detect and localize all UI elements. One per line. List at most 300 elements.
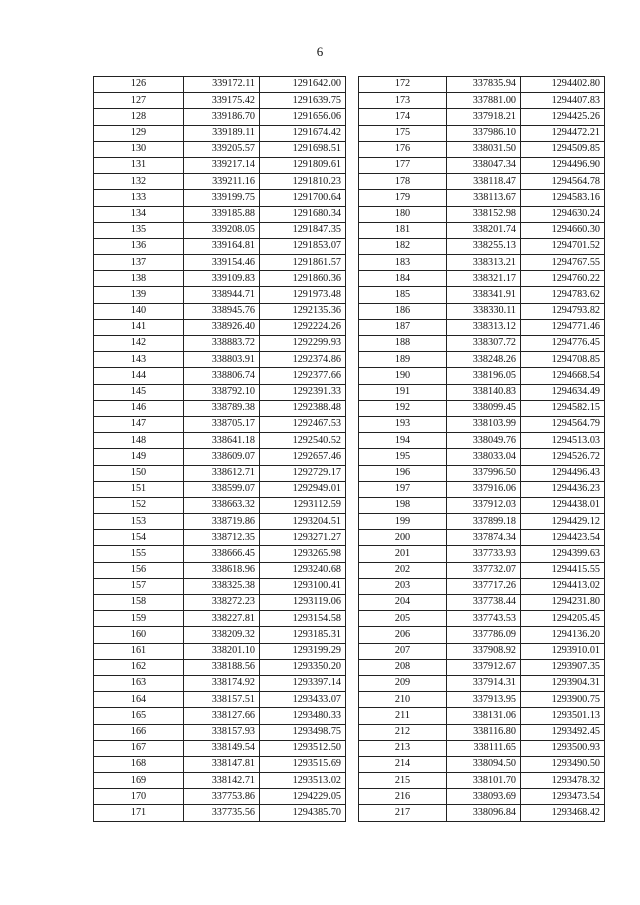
table-row: [94, 336, 346, 352]
x-coordinate-cell: 338049.76: [447, 433, 521, 449]
y-coordinate-cell: 1294496.43: [521, 465, 605, 481]
y-coordinate-cell: 1292949.01: [260, 481, 346, 497]
x-coordinate-cell: 338094.50: [447, 756, 521, 772]
point-number-cell: 204: [359, 595, 447, 611]
point-number-cell: 129: [94, 125, 184, 141]
y-coordinate-cell: 1291639.75: [260, 93, 346, 109]
table-row: [359, 255, 605, 271]
point-number-cell: 134: [94, 206, 184, 222]
point-number-cell: 171: [94, 805, 184, 821]
table-row: [94, 77, 346, 93]
table-row: [359, 740, 605, 756]
x-coordinate-cell: 338618.96: [184, 562, 260, 578]
x-coordinate-cell: 337912.67: [447, 659, 521, 675]
point-number-cell: 126: [94, 77, 184, 93]
x-coordinate-cell: 337996.50: [447, 465, 521, 481]
point-number-cell: 157: [94, 578, 184, 594]
table-row: [359, 546, 605, 562]
point-number-cell: 136: [94, 238, 184, 254]
y-coordinate-cell: 1294496.90: [521, 157, 605, 173]
point-number-cell: 205: [359, 611, 447, 627]
x-coordinate-cell: 338255.13: [447, 238, 521, 254]
point-number-cell: 132: [94, 174, 184, 190]
y-coordinate-cell: 1294513.03: [521, 433, 605, 449]
point-number-cell: 142: [94, 336, 184, 352]
table-row: [94, 368, 346, 384]
y-coordinate-cell: 1291809.61: [260, 157, 346, 173]
y-coordinate-cell: 1292467.53: [260, 416, 346, 432]
y-coordinate-cell: 1293513.02: [260, 773, 346, 789]
point-number-cell: 168: [94, 756, 184, 772]
y-coordinate-cell: 1294793.82: [521, 303, 605, 319]
y-coordinate-cell: 1294407.83: [521, 93, 605, 109]
point-number-cell: 147: [94, 416, 184, 432]
table-row: [359, 109, 605, 125]
table-row: [359, 93, 605, 109]
table-row: [94, 595, 346, 611]
table-row: [94, 352, 346, 368]
x-coordinate-cell: 338599.07: [184, 481, 260, 497]
table-row: [94, 416, 346, 432]
x-coordinate-cell: 338118.47: [447, 174, 521, 190]
y-coordinate-cell: 1294229.05: [260, 789, 346, 805]
table-row: [359, 141, 605, 157]
x-coordinate-cell: 339208.05: [184, 222, 260, 238]
y-coordinate-cell: 1293240.68: [260, 562, 346, 578]
x-coordinate-cell: 338719.86: [184, 514, 260, 530]
x-coordinate-cell: 338883.72: [184, 336, 260, 352]
point-number-cell: 169: [94, 773, 184, 789]
y-coordinate-cell: 1294429.12: [521, 514, 605, 530]
x-coordinate-cell: 338663.32: [184, 497, 260, 513]
y-coordinate-cell: 1293112.59: [260, 497, 346, 513]
point-number-cell: 154: [94, 530, 184, 546]
x-coordinate-cell: 337908.92: [447, 643, 521, 659]
table-row: [94, 514, 346, 530]
y-coordinate-cell: 1294630.24: [521, 206, 605, 222]
table-row: [359, 562, 605, 578]
point-number-cell: 149: [94, 449, 184, 465]
y-coordinate-cell: 1293478.32: [521, 773, 605, 789]
x-coordinate-cell: 337899.18: [447, 514, 521, 530]
x-coordinate-cell: 337732.07: [447, 562, 521, 578]
y-coordinate-cell: 1291860.36: [260, 271, 346, 287]
table-row: [94, 319, 346, 335]
table-row: [359, 384, 605, 400]
y-coordinate-cell: 1292729.17: [260, 465, 346, 481]
x-coordinate-cell: 338341.91: [447, 287, 521, 303]
x-coordinate-cell: 338149.54: [184, 740, 260, 756]
point-number-cell: 202: [359, 562, 447, 578]
table-row: [94, 530, 346, 546]
x-coordinate-cell: 339211.16: [184, 174, 260, 190]
x-coordinate-cell: 338111.65: [447, 740, 521, 756]
point-number-cell: 140: [94, 303, 184, 319]
x-coordinate-cell: 337717.26: [447, 578, 521, 594]
point-number-cell: 198: [359, 497, 447, 513]
y-coordinate-cell: 1293907.35: [521, 659, 605, 675]
table-row: [94, 578, 346, 594]
table-row: [94, 692, 346, 708]
x-coordinate-cell: 339164.81: [184, 238, 260, 254]
x-coordinate-cell: 338609.07: [184, 449, 260, 465]
y-coordinate-cell: 1294399.63: [521, 546, 605, 562]
table-row: [94, 174, 346, 190]
table-row: [359, 692, 605, 708]
y-coordinate-cell: 1294385.70: [260, 805, 346, 821]
x-coordinate-cell: 337738.44: [447, 595, 521, 611]
x-coordinate-cell: 338131.06: [447, 708, 521, 724]
point-number-cell: 141: [94, 319, 184, 335]
point-number-cell: 203: [359, 578, 447, 594]
table-row: [94, 238, 346, 254]
x-coordinate-cell: 338140.83: [447, 384, 521, 400]
table-row: [94, 271, 346, 287]
point-number-cell: 172: [359, 77, 447, 93]
y-coordinate-cell: 1293900.75: [521, 692, 605, 708]
y-coordinate-cell: 1292374.86: [260, 352, 346, 368]
y-coordinate-cell: 1294136.20: [521, 627, 605, 643]
table-row: [94, 805, 346, 821]
point-number-cell: 160: [94, 627, 184, 643]
y-coordinate-cell: 1291861.57: [260, 255, 346, 271]
y-coordinate-cell: 1293397.14: [260, 675, 346, 691]
y-coordinate-cell: 1293512.50: [260, 740, 346, 756]
point-number-cell: 187: [359, 319, 447, 335]
y-coordinate-cell: 1293501.13: [521, 708, 605, 724]
y-coordinate-cell: 1294582.15: [521, 400, 605, 416]
point-number-cell: 155: [94, 546, 184, 562]
table-row: [359, 789, 605, 805]
table-row: [359, 595, 605, 611]
x-coordinate-cell: 338096.84: [447, 805, 521, 821]
y-coordinate-cell: 1292135.36: [260, 303, 346, 319]
table-row: [359, 611, 605, 627]
x-coordinate-cell: 338113.67: [447, 190, 521, 206]
y-coordinate-cell: 1294472.21: [521, 125, 605, 141]
table-row: [94, 287, 346, 303]
x-coordinate-cell: 337874.34: [447, 530, 521, 546]
point-number-cell: 183: [359, 255, 447, 271]
x-coordinate-cell: 338033.04: [447, 449, 521, 465]
y-coordinate-cell: 1293473.54: [521, 789, 605, 805]
table-row: [94, 141, 346, 157]
x-coordinate-cell: 339154.46: [184, 255, 260, 271]
table-row: [94, 643, 346, 659]
x-coordinate-cell: 338330.11: [447, 303, 521, 319]
point-number-cell: 135: [94, 222, 184, 238]
point-number-cell: 199: [359, 514, 447, 530]
y-coordinate-cell: 1294402.80: [521, 77, 605, 93]
x-coordinate-cell: 338926.40: [184, 319, 260, 335]
point-number-cell: 217: [359, 805, 447, 821]
table-row: [359, 724, 605, 740]
table-row: [359, 206, 605, 222]
y-coordinate-cell: 1293154.58: [260, 611, 346, 627]
x-coordinate-cell: 338196.05: [447, 368, 521, 384]
y-coordinate-cell: 1293350.20: [260, 659, 346, 675]
y-coordinate-cell: 1293480.33: [260, 708, 346, 724]
point-number-cell: 145: [94, 384, 184, 400]
point-number-cell: 207: [359, 643, 447, 659]
point-number-cell: 161: [94, 643, 184, 659]
point-number-cell: 197: [359, 481, 447, 497]
y-coordinate-cell: 1291680.34: [260, 206, 346, 222]
table-row: [94, 562, 346, 578]
y-coordinate-cell: 1292299.93: [260, 336, 346, 352]
x-coordinate-cell: 337913.95: [447, 692, 521, 708]
point-number-cell: 164: [94, 692, 184, 708]
table-row: [359, 416, 605, 432]
point-number-cell: 133: [94, 190, 184, 206]
table-row: [359, 675, 605, 691]
x-coordinate-cell: 338803.91: [184, 352, 260, 368]
x-coordinate-cell: 338641.18: [184, 433, 260, 449]
y-coordinate-cell: 1292224.26: [260, 319, 346, 335]
point-number-cell: 211: [359, 708, 447, 724]
table-row: [94, 497, 346, 513]
y-coordinate-cell: 1294509.85: [521, 141, 605, 157]
table-row: [359, 238, 605, 254]
point-number-cell: 192: [359, 400, 447, 416]
table-row: [359, 659, 605, 675]
x-coordinate-cell: 337918.21: [447, 109, 521, 125]
y-coordinate-cell: 1294776.45: [521, 336, 605, 352]
y-coordinate-cell: 1293904.31: [521, 675, 605, 691]
table-row: [94, 400, 346, 416]
table-row: [94, 659, 346, 675]
table-row: [94, 756, 346, 772]
x-coordinate-cell: 338705.17: [184, 416, 260, 432]
point-number-cell: 151: [94, 481, 184, 497]
table-row: [94, 627, 346, 643]
table-row: [359, 756, 605, 772]
y-coordinate-cell: 1293119.06: [260, 595, 346, 611]
x-coordinate-cell: 338174.92: [184, 675, 260, 691]
table-row: [94, 125, 346, 141]
point-number-cell: 189: [359, 352, 447, 368]
coordinates-table-right: [358, 76, 605, 822]
table-row: [359, 125, 605, 141]
y-coordinate-cell: 1291698.51: [260, 141, 346, 157]
point-number-cell: 215: [359, 773, 447, 789]
y-coordinate-cell: 1291810.23: [260, 174, 346, 190]
table-row: [359, 77, 605, 93]
point-number-cell: 208: [359, 659, 447, 675]
y-coordinate-cell: 1294771.46: [521, 319, 605, 335]
point-number-cell: 180: [359, 206, 447, 222]
x-coordinate-cell: 338099.45: [447, 400, 521, 416]
x-coordinate-cell: 338945.76: [184, 303, 260, 319]
point-number-cell: 146: [94, 400, 184, 416]
table-row: [94, 93, 346, 109]
point-number-cell: 162: [94, 659, 184, 675]
y-coordinate-cell: 1294413.02: [521, 578, 605, 594]
y-coordinate-cell: 1294526.72: [521, 449, 605, 465]
x-coordinate-cell: 338712.35: [184, 530, 260, 546]
y-coordinate-cell: 1294423.54: [521, 530, 605, 546]
y-coordinate-cell: 1292391.33: [260, 384, 346, 400]
x-coordinate-cell: 338789.38: [184, 400, 260, 416]
x-coordinate-cell: 339172.11: [184, 77, 260, 93]
table-row: [359, 368, 605, 384]
point-number-cell: 179: [359, 190, 447, 206]
table-row: [94, 190, 346, 206]
table-row: [359, 190, 605, 206]
x-coordinate-cell: 337916.06: [447, 481, 521, 497]
y-coordinate-cell: 1293185.31: [260, 627, 346, 643]
y-coordinate-cell: 1294660.30: [521, 222, 605, 238]
y-coordinate-cell: 1294708.85: [521, 352, 605, 368]
table-row: [94, 773, 346, 789]
x-coordinate-cell: 338307.72: [447, 336, 521, 352]
point-number-cell: 194: [359, 433, 447, 449]
point-number-cell: 163: [94, 675, 184, 691]
point-number-cell: 153: [94, 514, 184, 530]
x-coordinate-cell: 338201.74: [447, 222, 521, 238]
y-coordinate-cell: 1294564.79: [521, 416, 605, 432]
point-number-cell: 201: [359, 546, 447, 562]
point-number-cell: 176: [359, 141, 447, 157]
point-number-cell: 195: [359, 449, 447, 465]
table-row: [94, 384, 346, 400]
y-coordinate-cell: 1293492.45: [521, 724, 605, 740]
point-number-cell: 178: [359, 174, 447, 190]
y-coordinate-cell: 1293498.75: [260, 724, 346, 740]
table-row: [94, 206, 346, 222]
x-coordinate-cell: 338666.45: [184, 546, 260, 562]
y-coordinate-cell: 1294701.52: [521, 238, 605, 254]
point-number-cell: 191: [359, 384, 447, 400]
point-number-cell: 127: [94, 93, 184, 109]
x-coordinate-cell: 338047.34: [447, 157, 521, 173]
table-row: [359, 578, 605, 594]
y-coordinate-cell: 1294634.49: [521, 384, 605, 400]
x-coordinate-cell: 338101.70: [447, 773, 521, 789]
point-number-cell: 143: [94, 352, 184, 368]
x-coordinate-cell: 339205.57: [184, 141, 260, 157]
point-number-cell: 139: [94, 287, 184, 303]
x-coordinate-cell: 338325.38: [184, 578, 260, 594]
point-number-cell: 167: [94, 740, 184, 756]
y-coordinate-cell: 1292657.46: [260, 449, 346, 465]
point-number-cell: 174: [359, 109, 447, 125]
y-coordinate-cell: 1293271.27: [260, 530, 346, 546]
y-coordinate-cell: 1293468.42: [521, 805, 605, 821]
x-coordinate-cell: 338944.71: [184, 287, 260, 303]
table-row: [359, 643, 605, 659]
x-coordinate-cell: 337753.86: [184, 789, 260, 805]
table-row: [359, 157, 605, 173]
x-coordinate-cell: 338248.26: [447, 352, 521, 368]
x-coordinate-cell: 338188.56: [184, 659, 260, 675]
x-coordinate-cell: 338612.71: [184, 465, 260, 481]
y-coordinate-cell: 1293500.93: [521, 740, 605, 756]
y-coordinate-cell: 1291973.48: [260, 287, 346, 303]
y-coordinate-cell: 1294767.55: [521, 255, 605, 271]
x-coordinate-cell: 337735.56: [184, 805, 260, 821]
y-coordinate-cell: 1294438.01: [521, 497, 605, 513]
x-coordinate-cell: 338152.98: [447, 206, 521, 222]
table-row: [94, 449, 346, 465]
point-number-cell: 173: [359, 93, 447, 109]
table-row: [359, 174, 605, 190]
table-row: [94, 465, 346, 481]
y-coordinate-cell: 1291847.35: [260, 222, 346, 238]
point-number-cell: 213: [359, 740, 447, 756]
y-coordinate-cell: 1292540.52: [260, 433, 346, 449]
x-coordinate-cell: 337986.10: [447, 125, 521, 141]
x-coordinate-cell: 338147.81: [184, 756, 260, 772]
point-number-cell: 175: [359, 125, 447, 141]
table-row: [359, 319, 605, 335]
point-number-cell: 185: [359, 287, 447, 303]
point-number-cell: 170: [94, 789, 184, 805]
point-number-cell: 144: [94, 368, 184, 384]
table-row: [94, 789, 346, 805]
table-row: [359, 303, 605, 319]
x-coordinate-cell: 339199.75: [184, 190, 260, 206]
x-coordinate-cell: 338313.12: [447, 319, 521, 335]
point-number-cell: 206: [359, 627, 447, 643]
x-coordinate-cell: 337912.03: [447, 497, 521, 513]
y-coordinate-cell: 1292388.48: [260, 400, 346, 416]
point-number-cell: 152: [94, 497, 184, 513]
table-row: [94, 481, 346, 497]
point-number-cell: 130: [94, 141, 184, 157]
point-number-cell: 214: [359, 756, 447, 772]
table-row: [94, 109, 346, 125]
point-number-cell: 158: [94, 595, 184, 611]
table-row: [359, 287, 605, 303]
table-row: [94, 157, 346, 173]
point-number-cell: 216: [359, 789, 447, 805]
x-coordinate-cell: 338116.80: [447, 724, 521, 740]
point-number-cell: 177: [359, 157, 447, 173]
point-number-cell: 131: [94, 157, 184, 173]
point-number-cell: 137: [94, 255, 184, 271]
point-number-cell: 166: [94, 724, 184, 740]
table-row: [94, 433, 346, 449]
x-coordinate-cell: 338157.51: [184, 692, 260, 708]
y-coordinate-cell: 1294668.54: [521, 368, 605, 384]
y-coordinate-cell: 1292377.66: [260, 368, 346, 384]
point-number-cell: 148: [94, 433, 184, 449]
x-coordinate-cell: 338127.66: [184, 708, 260, 724]
x-coordinate-cell: 338031.50: [447, 141, 521, 157]
table-row: [94, 708, 346, 724]
table-row: [359, 530, 605, 546]
x-coordinate-cell: 338209.32: [184, 627, 260, 643]
y-coordinate-cell: 1294415.55: [521, 562, 605, 578]
x-coordinate-cell: 337743.53: [447, 611, 521, 627]
y-coordinate-cell: 1293100.41: [260, 578, 346, 594]
y-coordinate-cell: 1293199.29: [260, 643, 346, 659]
table-row: [359, 708, 605, 724]
table-row: [94, 255, 346, 271]
table-row: [94, 675, 346, 691]
y-coordinate-cell: 1294231.80: [521, 595, 605, 611]
table-row: [359, 805, 605, 821]
y-coordinate-cell: 1291656.06: [260, 109, 346, 125]
y-coordinate-cell: 1294583.16: [521, 190, 605, 206]
y-coordinate-cell: 1294425.26: [521, 109, 605, 125]
point-number-cell: 159: [94, 611, 184, 627]
point-number-cell: 150: [94, 465, 184, 481]
y-coordinate-cell: 1293515.69: [260, 756, 346, 772]
y-coordinate-cell: 1291700.64: [260, 190, 346, 206]
y-coordinate-cell: 1293433.07: [260, 692, 346, 708]
